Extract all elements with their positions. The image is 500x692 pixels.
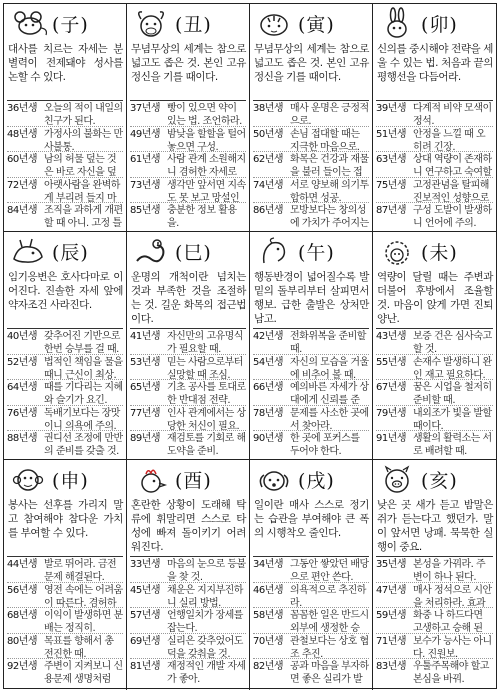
fortune-text: 생활의 활력소는 서로 배려할 때. [413,433,492,457]
fortune-entry [376,101,493,127]
fortune-text: 보수가 능사는 아니다. 진원보. [413,635,492,660]
fortune-entries [376,328,493,457]
zodiac-cell [127,232,250,460]
fortune-entry [376,608,493,634]
fortune-entry [7,127,123,153]
zodiac-description: 운명의 개척이란 넘치는 것과 부족한 것을 조절하는 것. 길운 화목의 접근법이다. [131,271,246,325]
birth-year: 69년생 [130,635,161,647]
birth-year: 68년생 [7,610,38,622]
zodiac-cell [373,232,496,460]
fortune-entry [253,127,369,153]
zodiac-hanja: (午) [298,241,335,264]
birth-year: 36년생 [7,103,38,114]
fortune-entry [376,329,493,355]
fortune-entry [253,101,369,127]
fortune-entry [130,355,246,381]
fortune-entry [130,608,246,634]
fortune-text: 전화위복을 준비할 때. [290,331,366,355]
fortune-entry [130,329,246,355]
fortune-text: 갖추어진 기반으로 한번 승부를 걸 때. [44,331,120,355]
fortune-text: 인사 관계에서는 상당한 처신이 필요. [167,407,246,432]
zodiac-hanja: (未) [421,241,458,264]
birth-year: 76년생 [7,407,38,419]
fortune-text: 관철보다는 상호 협조 추진. [290,635,369,660]
fortune-entry [130,634,246,660]
birth-year: 61년생 [130,154,161,166]
birth-year: 72년생 [7,179,38,191]
fortune-text: 안정을 느낄 때 오히려 긴장. [413,128,486,153]
birth-year: 67년생 [376,382,407,394]
birth-year: 55년생 [376,356,407,368]
snake-icon [131,235,171,267]
birth-year: 53년생 [130,356,161,368]
fortune-text: 화목은 건강과 재물을 불러 들이는 접 [290,154,369,178]
birth-year: 38년생 [253,103,284,114]
birth-year: 34년생 [253,559,284,570]
fortune-entries [253,328,369,457]
zodiac-description: 대사를 치르는 자세는 분별력이 전제돼야 성사를 논할 수 있다. [8,43,123,83]
birth-year: 79년생 [376,407,407,419]
birth-year: 88년생 [7,433,38,445]
fortune-entry [376,406,493,432]
zodiac-cell [250,4,373,232]
fortune-entry [130,431,246,457]
fortune-entry [130,406,246,432]
zodiac-hanja: (寅) [298,13,335,36]
ox-icon [131,7,171,39]
zodiac-header [127,460,249,498]
fortune-text: 매사 정석으로 시안을 처리하라. 효과 [413,584,492,609]
rat-icon [8,7,48,39]
zodiac-cell [250,460,373,690]
birth-year: 77년생 [130,407,161,419]
fortune-entry [376,583,493,609]
fortune-text: 기초 공사를 토대로 한 반대점 전략. [167,382,246,406]
zodiac-cell [250,232,373,460]
zodiac-cell [373,4,496,232]
birth-year: 48년생 [7,128,38,140]
zodiac-hanja: (卯) [421,13,458,36]
fortune-text: 내외조가 빛을 발할 때이다. [413,407,492,432]
birth-year: 37년생 [130,103,161,114]
fortune-entry [130,659,246,685]
zodiac-hanja: (丑) [175,13,212,36]
fortune-entries [130,100,246,229]
fortune-text: 채운은 지지부진하니 실리 방법. [167,584,243,609]
fortune-text: 남의 허물 덮는 것은 바로 자신을 덮 [44,154,117,178]
birth-year: 51년생 [376,128,407,140]
birth-year: 60년생 [7,154,38,166]
birth-year: 87년생 [376,205,407,217]
zodiac-description: 봉사는 선후를 가리지 말고 참여해야 참다운 가치를 부여할 수 있다. [8,499,123,539]
fortune-text: 고정관념을 탈피해 진보적인 성향으로 [413,179,489,204]
fortune-entry [7,406,123,432]
birth-year: 86년생 [253,205,284,217]
fortune-entry [253,355,369,381]
zodiac-description: 역량이 달릴 때는 주변과 더불어 후방에서 조율할 것. 마음이 앉게 가면 진퇴양난. [377,271,493,325]
fortune-text: 의욕적으로 추진하라. [290,584,366,609]
horse-icon [254,235,294,267]
fortune-entry [130,380,246,406]
fortune-entry [130,152,246,178]
birth-year: 44년생 [7,559,38,570]
birth-year: 57년생 [130,610,161,622]
fortune-text: 서로 양보해 의기투합하면 성공. [290,179,369,204]
fortune-text: 생각만 앞서면 지속도 못 보고 망설인 [167,179,246,204]
zodiac-hanja: (申) [52,469,89,492]
fortune-entry [253,178,369,204]
fortune-entries [7,556,123,685]
birth-year: 41년생 [130,331,161,342]
birth-year: 50년생 [253,128,284,140]
dog-icon [254,463,294,495]
fortune-entry [7,557,123,583]
fortune-text: 자신의 모습을 거울에 비추어 볼 때. [290,356,369,381]
fortune-entry [7,608,123,634]
zodiac-description: 혼란한 상황이 도래해 탁류에 휘말리면 스스로 타성에 빠져 돌이키기 어려워진다. [131,499,246,553]
fortune-text: 충분한 정보 활용을. [167,205,237,229]
fortune-entry [253,380,369,406]
zodiac-header [4,4,126,42]
zodiac-header [250,232,372,270]
fortune-entry [7,634,123,660]
fortune-entry [7,431,123,457]
fortune-entry [253,608,369,634]
fortune-text: 아랫사람을 완벽하게 부리려 들지 마 [44,179,120,204]
zodiac-cell [373,460,496,690]
fortune-text: 오늘의 적이 내일의 친구가 된다. [44,103,123,127]
fortune-text: 매사 운명은 긍정적으로. [290,103,369,127]
zodiac-hanja: (亥) [421,469,458,492]
birth-year: 89년생 [130,433,161,445]
zodiac-hanja: (戌) [298,469,335,492]
birth-year: 33년생 [130,559,161,570]
fortune-text: 꼼꼼한 일은 반드시 외부에 생정한 승 [290,610,369,634]
birth-year: 49년생 [130,128,161,140]
zodiac-header [373,460,496,498]
fortune-entries [253,556,369,685]
birth-year: 59년생 [376,610,407,622]
fortune-entry [130,101,246,127]
birth-year: 40년생 [7,331,38,342]
fortune-text: 재검토를 기회로 해 도약을 준비. [167,433,246,457]
birth-year: 65년생 [130,382,161,394]
fortune-text: 법적인 책임을 물을 때니 근신이 최상. [44,356,123,381]
birth-year: 82년생 [253,661,284,673]
zodiac-header [373,4,496,42]
fortune-text: 손재수 발생하니 완인 재고 필요하다. [413,356,492,381]
zodiac-header [127,232,249,270]
fortune-entries [376,556,493,685]
fortune-entry [7,329,123,355]
fortune-entry [7,178,123,204]
birth-year: 74년생 [253,179,284,191]
birth-year: 58년생 [253,610,284,622]
fortune-entries [7,328,123,457]
zodiac-hanja: (酉) [175,469,212,492]
fortune-entry [376,152,493,178]
fortune-entry [253,583,369,609]
birth-year: 54년생 [253,356,284,368]
fortune-text: 실리은 갖추었어도 덕을 갖춰을 것. [167,635,243,660]
zodiac-header [250,4,372,42]
fortune-entry [7,152,123,178]
fortune-text: 빵이 있으면 약이 있는 법. 조언하라. [167,103,242,127]
fortune-entry [130,583,246,609]
birth-year: 80년생 [7,635,38,647]
fortune-text: 문제를 사소한 곳에서 찾아라. [290,407,369,432]
zodiac-cell [4,4,127,232]
fortune-entry [376,431,493,457]
fortune-entry [376,203,493,229]
fortune-text: 주변이 지켜보니 신용문제 생명처럼 [44,661,123,685]
fortune-text: 공과 마음을 부자하면 좋은 실리가 발 [290,661,369,685]
tiger-icon [254,7,294,39]
fortune-entry [130,127,246,153]
zodiac-cell [4,232,127,460]
fortune-entries [376,100,493,229]
fortune-entry [130,203,246,229]
fortune-text: 발로 뛰어라. 금전문제 해결된다. [44,559,117,583]
fortune-entries [130,328,246,457]
zodiac-header [4,460,126,498]
fortune-text: 마음의 눈으로 등불을 찾 것. [167,559,246,583]
fortune-text: 권디선 조정에 만반의 준비를 갖출 것. [44,433,123,457]
sheep-icon [377,235,417,267]
zodiac-description: 무념무상의 세계는 참으로 넓고도 좁은 것. 본인 고유 정신을 기를 때이다. [254,43,369,83]
fortune-entry [7,101,123,127]
birth-year: 43년생 [376,331,407,342]
fortune-text: 밤낮을 할할을 털어 놓으면 구성. [167,128,246,153]
zodiac-header [127,4,249,42]
fortune-entry [7,355,123,381]
fortune-entry [253,329,369,355]
fortune-text: 이익이 발생하면 분배는 정직히. [44,610,123,634]
birth-year: 47년생 [376,584,407,596]
birth-year: 85년생 [130,205,161,217]
pig-icon [377,463,417,495]
zodiac-header [250,460,372,498]
fortune-text: 때를 기다리는 지혜와 슬기가 요긴. [44,382,123,406]
zodiac-header [4,232,126,270]
zodiac-description: 신의를 중시해야 전략을 세울 수 있는 법. 처음과 끝의 평행선을 다듬어라. [377,43,493,83]
fortune-text: 모방보다는 창의성에 가치가 주어지는 [290,205,369,229]
fortune-text: 재정적인 개발 자세가 좋아. [167,661,246,685]
fortune-text: 믿는 사람으로부터 실망할 때 조심. [167,356,243,381]
fortune-text: 자신만의 고유명식가 필요할 때. [167,331,243,355]
birth-year: 56년생 [7,584,38,596]
zodiac-hanja: (巳) [175,241,212,264]
zodiac-cell [4,460,127,690]
fortune-text: 독배기보다는 장맛이니 의욕에 주의. [44,407,120,432]
fortune-entry [376,634,493,660]
rabbit-icon [377,7,417,39]
fortune-entry [253,634,369,660]
fortune-entry [7,380,123,406]
fortune-text: 한 곳에 포커스를 두어야 한다. [290,433,360,457]
fortune-text: 조직을 과하게 개편할 때 아니. 고정 틀 [44,205,123,229]
fortune-entries [7,100,123,229]
birth-year: 81년생 [130,661,161,673]
zodiac-description: 행동반경이 넓어질수록 발밑의 돌부리부터 살피면서 행보. 급한 출발은 상처만 남고. [254,271,369,325]
birth-year: 92년생 [7,661,38,673]
fortune-entry [7,203,123,229]
birth-year: 70년생 [253,635,284,647]
fortune-entries [253,100,369,229]
fortune-entry [130,178,246,204]
birth-year: 75년생 [376,179,407,191]
fortune-text: 보증 건은 심사숙고할 것. [413,331,492,355]
rooster-icon [131,463,171,495]
fortune-text: 사람 관계 소원해지니 겸허한 자세로 [167,154,246,178]
fortune-text: 언행일치가 장세를 잡는다. [167,610,243,634]
birth-year: 39년생 [376,103,407,114]
fortune-text: 꿈은 시업을 철저히 준비할 때. [413,382,492,406]
fortune-entries [130,556,246,685]
fortune-text: 예의바른 자세가 상대에게 신뢰를 준 [290,382,369,406]
zodiac-cell [127,4,250,232]
birth-year: 71년생 [376,635,407,647]
fortune-entry [376,659,493,685]
birth-year: 84년생 [7,205,38,217]
fortune-entry [376,355,493,381]
birth-year: 63년생 [376,154,407,166]
birth-year: 45년생 [130,584,161,596]
fortune-entry [253,659,369,685]
birth-year: 90년생 [253,433,284,445]
fortune-entry [376,178,493,204]
fortune-text: 화중 나 하드다면 고생하고 승해 된 [413,610,483,634]
monkey-icon [8,463,48,495]
fortune-entry [130,557,246,583]
birth-year: 83년생 [376,661,407,673]
fortune-entry [253,203,369,229]
fortune-text: 우툴주목해야 할고 본심을 바꿔. [413,661,489,685]
fortune-text: 다계적 비약 모색이 정석. [413,103,492,127]
fortune-text: 그동안 쌓았던 배당으로 편안 쓴다. [290,559,369,583]
zodiac-description: 일이란 매사 스스로 정기는 습관을 부여해야 큰 폭의 시행착오 줄인다. [254,499,369,539]
zodiac-fortune-grid [3,3,497,689]
fortune-text: 손님 접대할 때는 지극한 마음으로. [290,128,360,153]
birth-year: 64년생 [7,382,38,394]
zodiac-cell [127,460,250,690]
fortune-entry [376,557,493,583]
fortune-entry [7,583,123,609]
fortune-entry [7,659,123,685]
birth-year: 73년생 [130,179,161,191]
fortune-text: 가정사의 불화는 만사불통. [44,128,123,153]
birth-year: 52년생 [7,356,38,368]
birth-year: 46년생 [253,584,284,596]
fortune-entry [376,127,493,153]
zodiac-header [373,232,496,270]
fortune-text: 상대 역량이 존재하니 연구하고 숙여할 [413,154,492,178]
birth-year: 66년생 [253,382,284,394]
birth-year: 62년생 [253,154,284,166]
zodiac-hanja: (子) [52,13,89,36]
zodiac-description: 낮은 곳 새가 듣고 밤말은 쥐가 듣는다고 했던가. 말이 앞서면 낭패. 묵묵한 실행이 중요. [377,499,493,553]
fortune-entry [253,557,369,583]
birth-year: 35년생 [376,559,407,570]
fortune-text: 영전 속에는 어려움이 따른다. 겸허하 [44,584,123,609]
birth-year: 91년생 [376,433,407,445]
fortune-text: 구성 도발이 발생하니 언어에 주의. [413,205,492,229]
fortune-entry [253,431,369,457]
dragon-icon [8,235,48,267]
zodiac-description: 무념무상의 세계는 참으로 넓고도 좁은 것. 본인 고유 정신을 기를 때이다. [131,43,246,83]
fortune-entry [376,380,493,406]
zodiac-hanja: (辰) [52,241,89,264]
birth-year: 42년생 [253,331,284,342]
fortune-entry [253,152,369,178]
fortune-entry [253,406,369,432]
fortune-text: 목표를 향해서 총 전진한 때. [44,635,114,660]
fortune-text: 본성을 가꿔라. 주변이 하나 된다. [413,559,486,583]
zodiac-description: 임기응변은 호사다마로 이어진다. 진솔한 자세 앞에 약자조건 사라진다. [8,271,123,311]
birth-year: 78년생 [253,407,284,419]
